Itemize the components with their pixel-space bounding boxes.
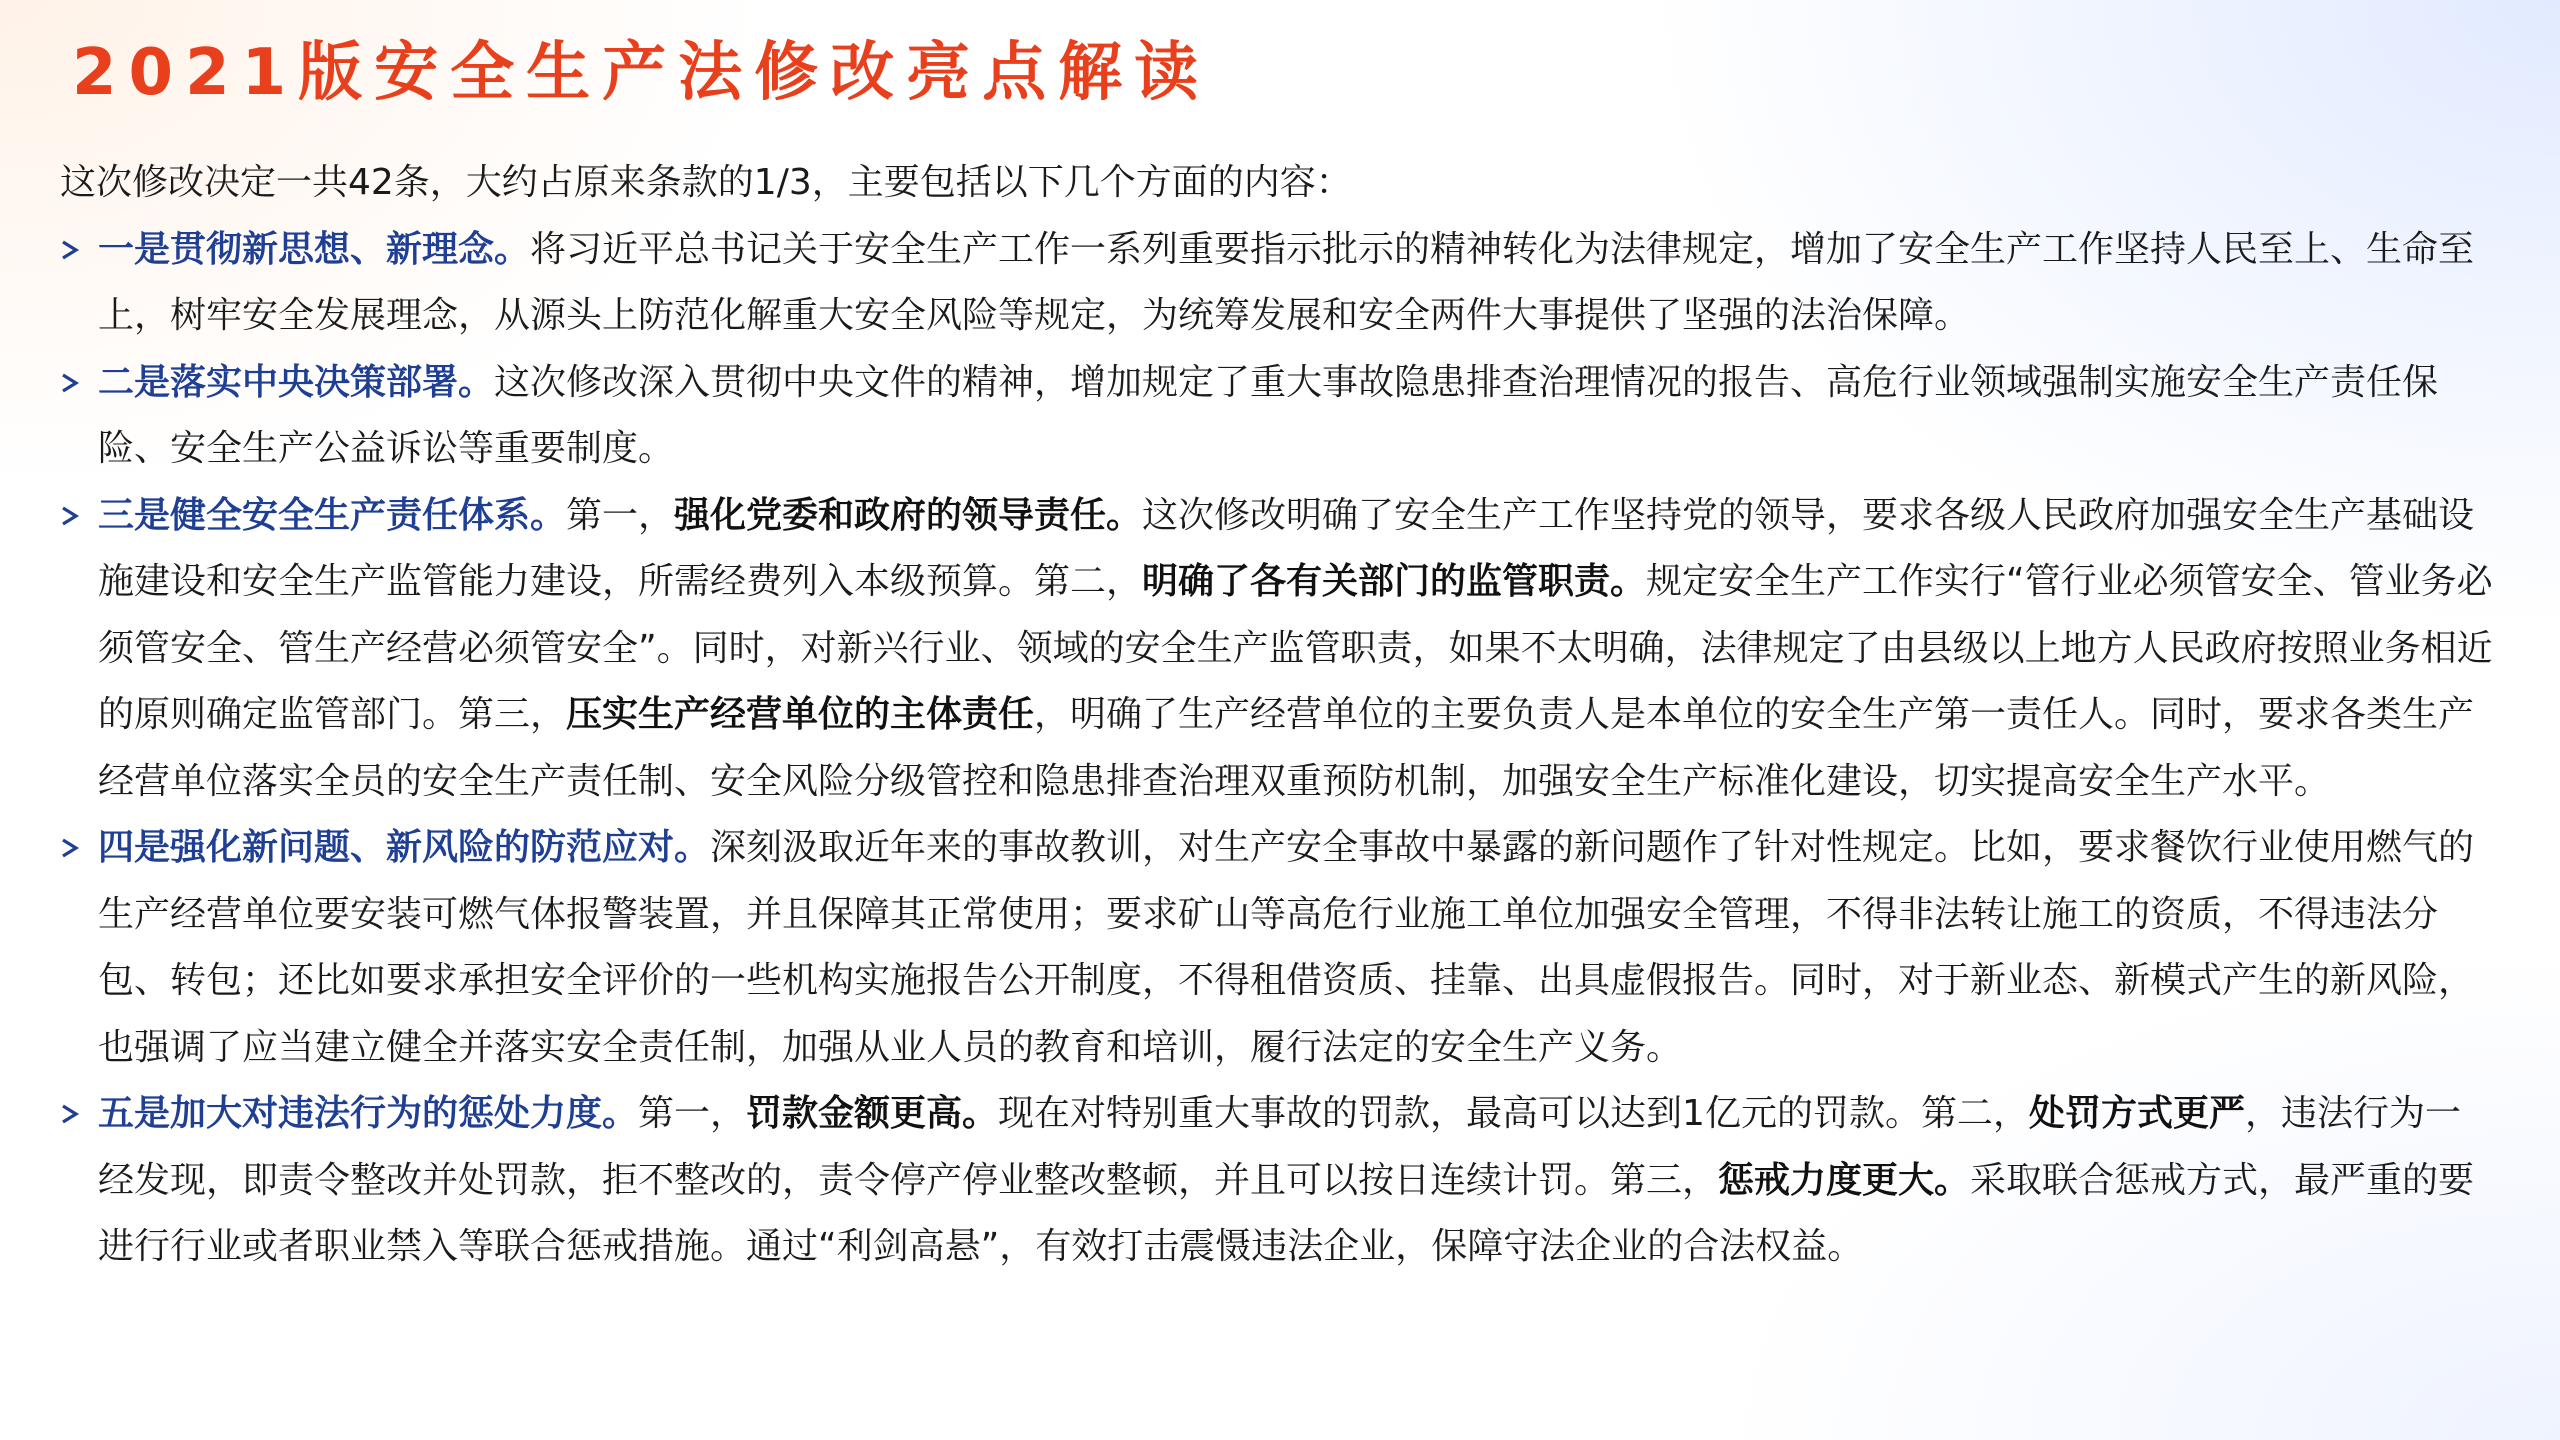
point-5 <box>56 1081 2496 1281</box>
point-3-text-4: ，明确了生产经营单位的主要负责人是本单位的安全生产第一责任人。同时，要求各类生产经营单位落实全员的安全生产责任制、安全风险分级管控和隐患排查治理双重预防机制，加强安全生产标准化建设，切实提高安全生产水平。 <box>98 694 2475 802</box>
intro-text: 这次修改决定一共42条，大约占原来条款的1/3，主要包括以下几个方面的内容： <box>60 162 1352 203</box>
point-3-emphasis-3: 压实生产经营单位的主体责任 <box>566 694 1035 735</box>
point-3-text-2: 这次修改明确了安全生产工作坚持党的领导，要求各级人民政府加强安全生产基础设施建设和安全生产监管能力建设，所需经费列入本级预算。第二， <box>98 494 2475 602</box>
point-3-text-3: 规定安全生产工作实行“管行业必须管安全、管业务必须管安全、管生产经营必须管安全”。同时，对新兴行业、领域的安全生产监管职责，如果不太明确，法律规定了由县级以上地方人民政府按照业务相近的原则确定监管部门。第三， <box>98 561 2493 735</box>
slide-content <box>56 150 2496 1281</box>
point-3-emphasis-1: 强化党委和政府的领导责任。 <box>674 494 1143 536</box>
chevron-right-icon <box>60 350 92 417</box>
chevron-right-icon <box>60 815 92 882</box>
point-5-heading: 五是加大对违法行为的惩处力度。 <box>98 1093 639 1134</box>
point-1 <box>56 217 2496 350</box>
point-5-emphasis-1: 罚款金额更高。 <box>746 1093 999 1134</box>
point-4 <box>56 815 2496 1081</box>
point-5-text-2: 现在对特别重大事故的罚款，最高可以达到1亿元的罚款。第二， <box>998 1093 2029 1134</box>
slide-title: 2021版安全生产法修改亮点解读 <box>72 36 1211 110</box>
point-1-body: 将习近平总书记关于安全生产工作一系列重要指示批示的精神转化为法律规定，增加了安全生产工作坚持人民至上、生命至上，树牢安全发展理念，从源头上防范化解重大安全风险等规定，为统筹发展和安全两件大事提供了坚强的法治保障。 <box>98 228 2475 336</box>
point-2 <box>56 350 2496 483</box>
chevron-right-icon <box>60 483 92 550</box>
point-3-heading: 三是健全安全生产责任体系。 <box>98 494 567 536</box>
point-5-text-3: ，违法行为一经发现，即责令整改并处罚款，拒不整改的，责令停产停业整改整顿，并且可以按日连续计罚。第三， <box>98 1093 2461 1201</box>
point-3-emphasis-2: 明确了各有关部门的监管职责。 <box>1142 561 1647 602</box>
point-2-heading: 二是落实中央决策部署。 <box>98 361 495 403</box>
point-4-body: 深刻汲取近年来的事故教训，对生产安全事故中暴露的新问题作了针对性规定。比如，要求餐饮行业使用燃气的生产经营单位要安装可燃气体报警装置，并且保障其正常使用；要求矿山等高危行业施工单位加强安全管理，不得非法转让施工的资质，不得违法分包、转包；还比如要求承担安全评价的一些机构实施报告公开制度，不得租借资质、挂靠、出具虚假报告。同时，对于新业态、新模式产生的新风险，也强调了应当建立健全并落实安全责任制，加强从业人员的教育和培训，履行法定的安全生产义务。 <box>98 827 2475 1068</box>
key-points-list <box>56 217 2496 1281</box>
chevron-right-icon <box>60 1081 92 1148</box>
point-1-heading: 一是贯彻新思想、新理念。 <box>98 228 531 270</box>
point-4-heading: 四是强化新问题、新风险的防范应对。 <box>98 827 711 868</box>
point-5-emphasis-3: 惩戒力度更大。 <box>1718 1159 1971 1201</box>
point-2-body: 这次修改深入贯彻中央文件的精神，增加规定了重大事故隐患排查治理情况的报告、高危行业领域强制实施安全生产责任保险、安全生产公益诉讼等重要制度。 <box>98 361 2439 469</box>
point-5-emphasis-2: 处罚方式更严 <box>2028 1093 2245 1134</box>
point-3-text-1: 第一， <box>566 494 675 536</box>
chevron-right-icon <box>60 217 92 284</box>
point-3 <box>56 483 2496 816</box>
point-5-text-4: 采取联合惩戒方式，最严重的要进行行业或者职业禁入等联合惩戒措施。通过“利剑高悬”，有效打击震慑违法企业，保障守法企业的合法权益。 <box>98 1159 2475 1267</box>
point-5-text-1: 第一， <box>638 1093 747 1134</box>
